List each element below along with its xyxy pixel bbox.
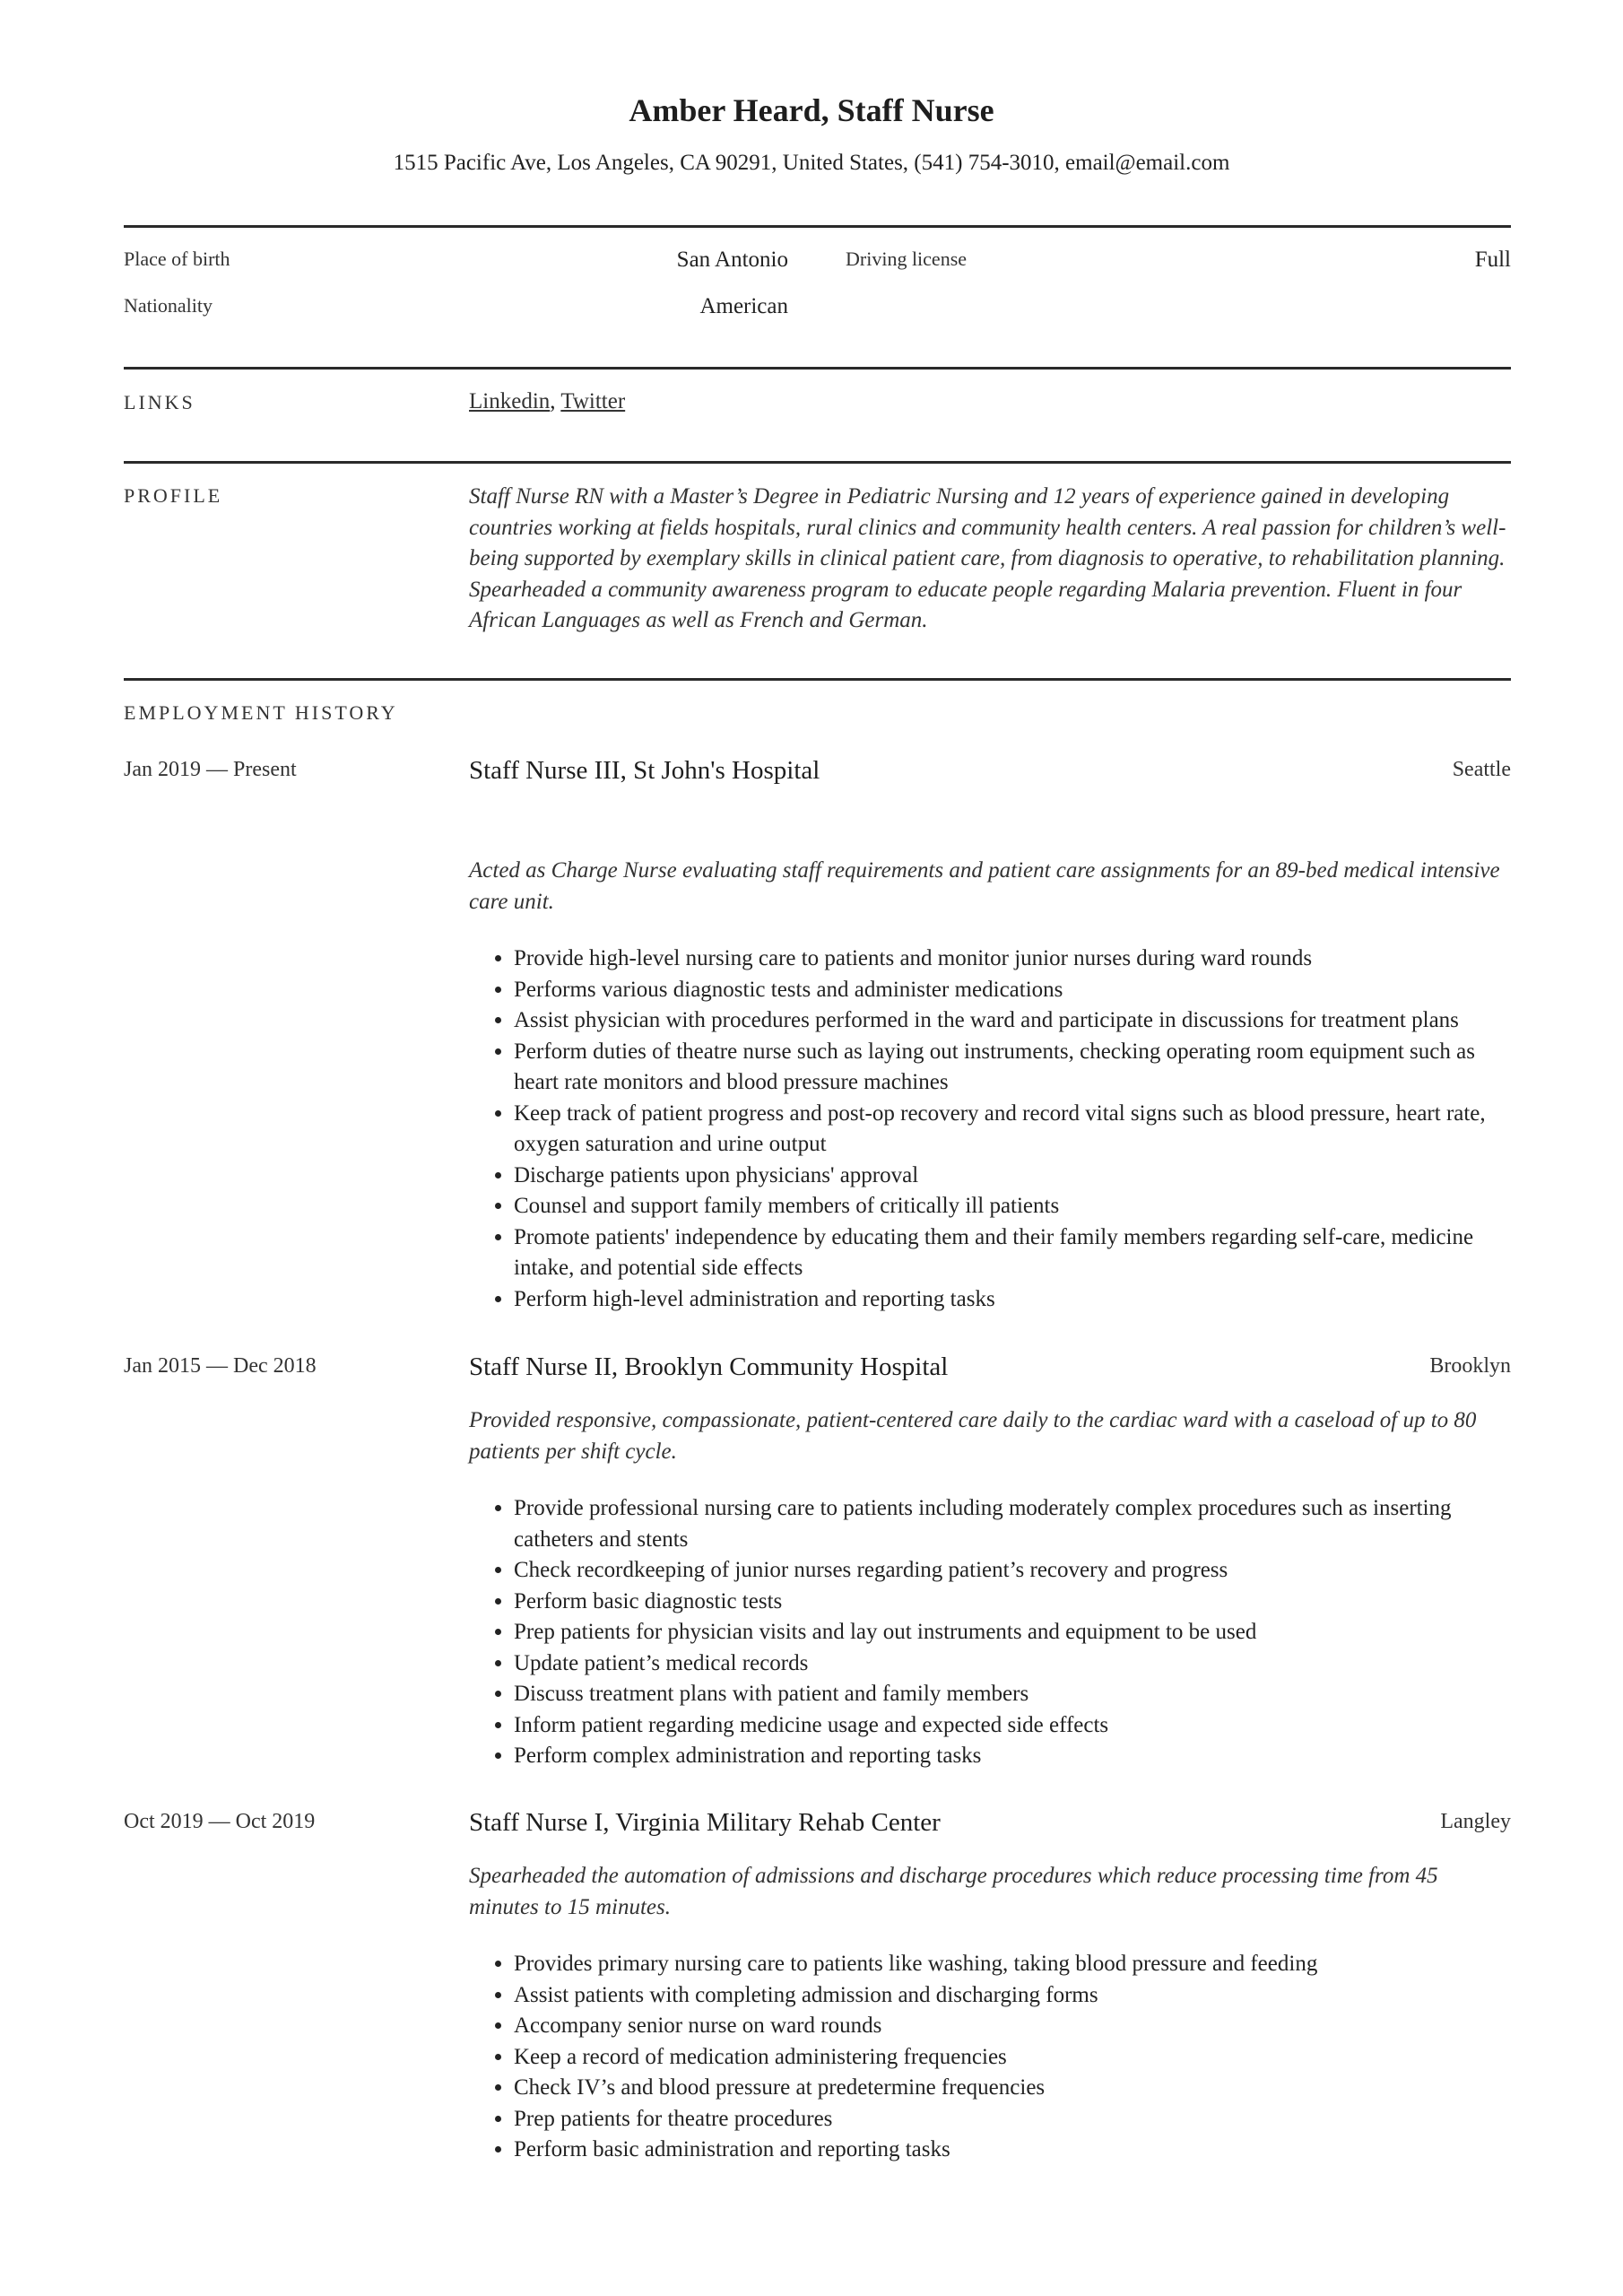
divider <box>124 367 1511 370</box>
nationality-label: Nationality <box>124 294 213 317</box>
list-item: • Assist patients with completing admission and discharging forms <box>514 1980 1511 2012</box>
candidate-name: Amber Heard, Staff Nurse <box>629 92 994 128</box>
job-city: Langley <box>1440 1810 1511 1833</box>
list-item: • Prep patients for physician visits and lay out instruments and equipment to be used <box>514 1617 1511 1648</box>
list-item: • Perform duties of theatre nurse such as laying out instruments, checking operating room equipment such as heart rate monitors and blood pressure machines <box>514 1037 1511 1099</box>
driving-license-label: Driving license <box>846 248 968 270</box>
divider <box>124 461 1511 464</box>
driving-license-value: Full <box>1474 248 1511 272</box>
list-item: • Keep track of patient progress and post-op recovery and record vital signs such as blood pressure, heart rate, oxygen saturation and urine output <box>514 1099 1511 1161</box>
contact-info: 1515 Pacific Ave, Los Angeles, CA 90291, United States, (541) 754-3010, email@email.com <box>393 151 1230 175</box>
job-city: Brooklyn <box>1429 1354 1511 1378</box>
list-item: • Promote patients' independence by educating them and their family members regarding self-care, medicine intake, and potential side effects <box>514 1222 1511 1284</box>
job-bullets <box>469 944 1511 1315</box>
list-item: • Provide high-level nursing care to patients and monitor junior nurses during ward rounds <box>514 944 1511 975</box>
divider <box>124 225 1511 228</box>
list-item: • Keep a record of medication administering frequencies <box>514 2042 1511 2074</box>
job-title: Staff Nurse III, St John's Hospital <box>469 756 820 785</box>
twitter-link[interactable]: Twitter <box>560 389 626 413</box>
job-summary: Spearheaded the automation of admissions and discharge procedures which reduce processing time from 45 minutes to 15 minutes. <box>469 1864 1438 1919</box>
list-item: • Prep patients for theatre procedures <box>514 2104 1511 2135</box>
list-item: • Accompany senior nurse on ward rounds <box>514 2011 1511 2042</box>
list-item: • Assist physician with procedures performed in the ward and participate in discussions for treatment plans <box>514 1005 1511 1037</box>
list-item: • Update patient’s medical records <box>514 1648 1511 1680</box>
list-item: • Counsel and support family members of critically ill patients <box>514 1191 1511 1222</box>
divider <box>124 678 1511 681</box>
job-title: Staff Nurse II, Brooklyn Community Hospital <box>469 1352 949 1381</box>
job-summary: Acted as Charge Nurse evaluating staff requirements and patient care assignments for an 89-bed medical intensive care unit. <box>469 858 1500 914</box>
list-item: • Check IV’s and blood pressure at predetermine frequencies <box>514 2073 1511 2104</box>
profile-text: Staff Nurse RN with a Master’s Degree in Pediatric Nursing and 12 years of experience gained in developing countries working at fields hospitals, rural clinics and community health centers. A real passion for children’s well-being supported by exemplary skills in clinical patient care, from diagnosis to operative, to rehabilitation planning. Spearheaded a community awareness program to educate people regarding Malaria prevention. Fluent in four African Languages as well as French and German. <box>469 484 1506 632</box>
job-dates: Jan 2015 — Dec 2018 <box>124 1354 317 1378</box>
list-item: • Perform complex administration and reporting tasks <box>514 1741 1511 1772</box>
list-item: • Perform basic administration and reporting tasks <box>514 2135 1511 2166</box>
list-item: • Provide professional nursing care to patients including moderately complex procedures such as inserting catheters and stents <box>514 1493 1511 1555</box>
list-item: • Perform basic diagnostic tests <box>514 1587 1511 1618</box>
list-item: • Inform patient regarding medicine usage and expected side effects <box>514 1710 1511 1742</box>
list-item: • Check recordkeeping of junior nurses regarding patient’s recovery and progress <box>514 1555 1511 1587</box>
list-item: • Discharge patients upon physicians' approval <box>514 1161 1511 1192</box>
links-heading: LINKS <box>124 391 195 413</box>
nationality-value: American <box>699 294 788 318</box>
list-item: • Discuss treatment plans with patient and family members <box>514 1679 1511 1710</box>
link-separator: , <box>550 389 561 413</box>
list-item: • Performs various diagnostic tests and administer medications <box>514 975 1511 1006</box>
job-dates: Oct 2019 — Oct 2019 <box>124 1810 316 1833</box>
job-dates: Jan 2019 — Present <box>124 758 297 781</box>
job-city: Seattle <box>1452 758 1511 781</box>
profile-heading: PROFILE <box>124 484 223 507</box>
list-item: • Perform high-level administration and reporting tasks <box>514 1284 1511 1316</box>
place-of-birth-value: San Antonio <box>676 248 788 272</box>
linkedin-link[interactable]: Linkedin <box>469 389 551 413</box>
employment-heading: EMPLOYMENT HISTORY <box>124 701 398 724</box>
place-of-birth-label: Place of birth <box>124 248 230 270</box>
job-title: Staff Nurse I, Virginia Military Rehab Center <box>469 1808 941 1837</box>
job-bullets <box>469 1493 1511 1772</box>
links-list <box>469 389 1511 414</box>
job-summary: Provided responsive, compassionate, patient-centered care daily to the cardiac ward with a caseload of up to 80 patients per shift cycle. <box>469 1408 1477 1464</box>
list-item: • Provides primary nursing care to patients like washing, taking blood pressure and feeding <box>514 1949 1511 1980</box>
job-bullets <box>469 1949 1511 2166</box>
